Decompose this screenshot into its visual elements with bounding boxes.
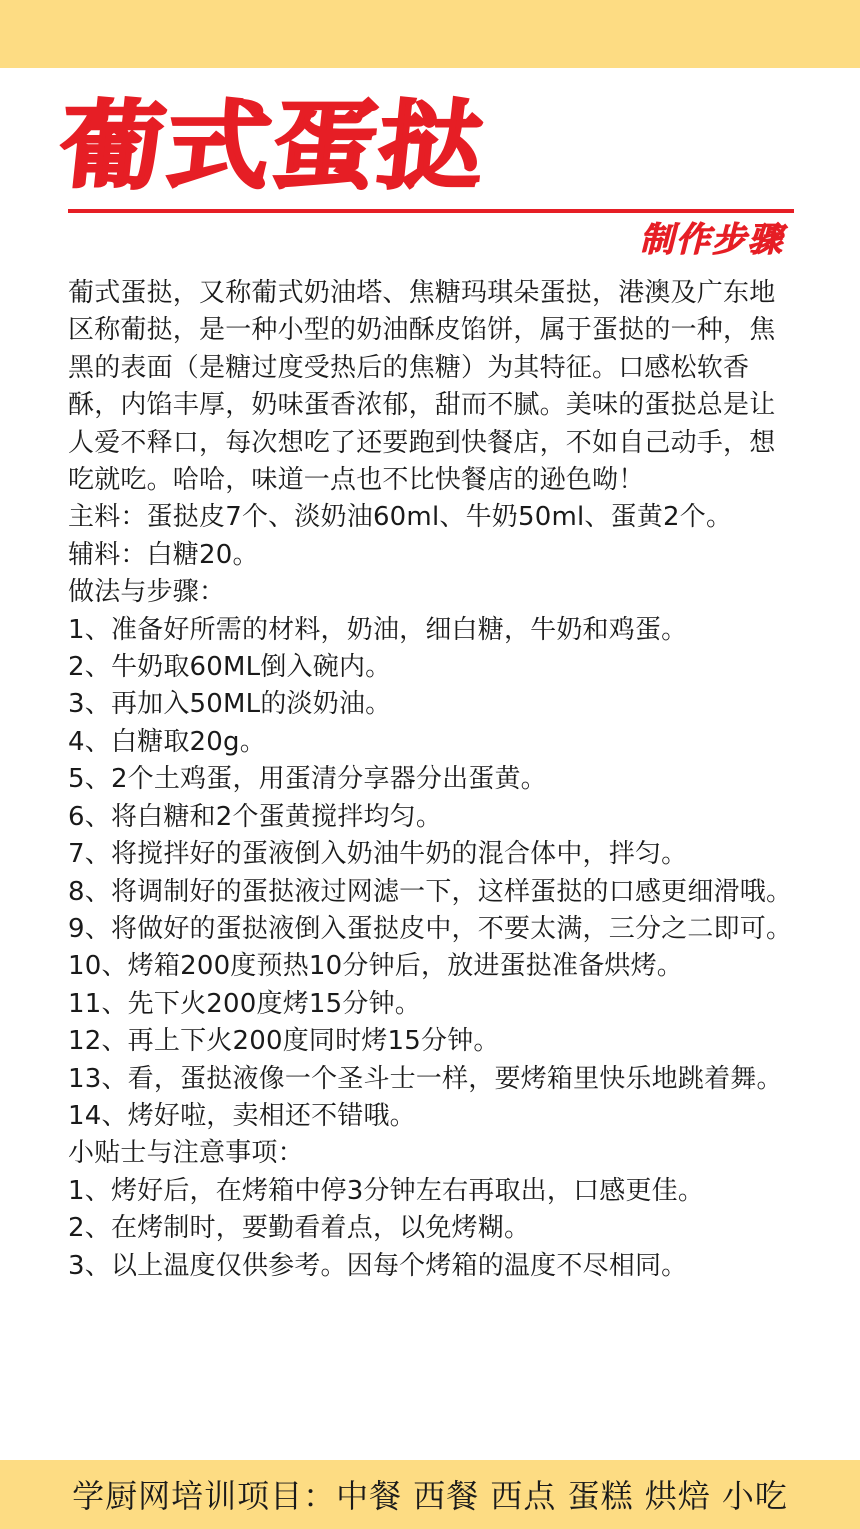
steps-heading: 做法与步骤：: [68, 577, 226, 608]
step-item: 14、烤好啦，卖相还不错哦。: [68, 1100, 416, 1131]
step-item: 6、将白糖和2个蛋黄搅拌均匀。: [68, 801, 443, 832]
step-item: 5、2个土鸡蛋，用蛋清分享器分出蛋黄。: [68, 764, 547, 795]
step-item: 3、再加入50ML的淡奶油。: [68, 689, 392, 720]
tip-item: 2、在烤制时，要勤看着点，以免烤糊。: [68, 1213, 531, 1244]
step-item: 11、先下火200度烤15分钟。: [68, 988, 421, 1019]
article-body: [68, 275, 794, 1285]
intro-paragraph: 葡式蛋挞，又称葡式奶油塔、焦糖玛琪朵蛋挞，港澳及广东地区称葡挞，是一种小型的奶油酥皮馅饼，属于蛋挞的一种，焦黑的表面（是糖过度受热后的焦糖）为其特征。口感松软香酥，内馅丰厚，奶味蛋香浓郁，甜而不腻。美味的蛋挞总是让人爱不释口，每次想吃了还要跑到快餐店，不如自己动手，想吃就吃。哈哈，味道一点也不比快餐店的逊色呦！: [68, 278, 776, 496]
tips-heading: 小贴士与注意事项：: [68, 1138, 304, 1169]
main-ingredients: 主料：蛋挞皮7个、淡奶油60ml、牛奶50ml、蛋黄2个。: [68, 502, 733, 533]
step-item: 12、再上下火200度同时烤15分钟。: [68, 1026, 500, 1057]
secondary-ingredients: 辅料：白糖20。: [68, 539, 259, 570]
title-divider: [68, 209, 794, 213]
step-item: 8、将调制好的蛋挞液过网滤一下，这样蛋挞的口感更细滑哦。: [68, 876, 793, 907]
step-item: 10、烤箱200度预热10分钟后，放进蛋挞准备烘烤。: [68, 951, 683, 982]
step-item: 1、准备好所需的材料，奶油，细白糖，牛奶和鸡蛋。: [68, 614, 688, 645]
page-subtitle: 制作步骤: [640, 220, 784, 260]
step-item: 2、牛奶取60ML倒入碗内。: [68, 652, 392, 683]
page-title: 葡式蛋挞: [54, 90, 491, 203]
tip-item: 1、烤好后，在烤箱中停3分钟左右再取出，口感更佳。: [68, 1175, 705, 1206]
footer-text: 学厨网培训项目：中餐 西餐 西点 蛋糕 烘焙 小吃: [72, 1477, 788, 1515]
step-item: 7、将搅拌好的蛋液倒入奶油牛奶的混合体中，拌匀。: [68, 839, 688, 870]
step-item: 9、将做好的蛋挞液倒入蛋挞皮中，不要太满，三分之二即可。: [68, 913, 793, 944]
top-banner: [0, 0, 860, 68]
step-item: 4、白糖取20g。: [68, 726, 266, 757]
step-item: 13、看，蛋挞液像一个圣斗士一样，要烤箱里快乐地跳着舞。: [68, 1063, 783, 1094]
tip-item: 3、以上温度仅供参考。因每个烤箱的温度不尽相同。: [68, 1250, 688, 1281]
